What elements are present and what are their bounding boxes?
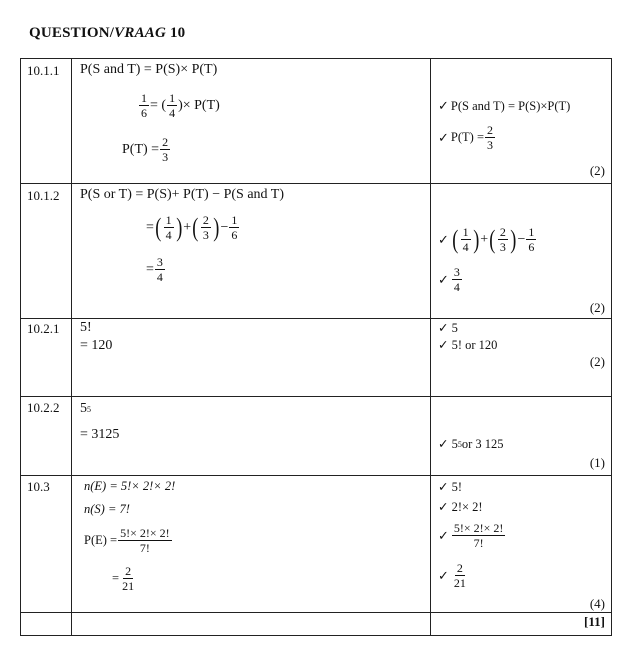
answer-line: n(S) = 7! bbox=[84, 502, 130, 516]
table-divider-number bbox=[71, 58, 72, 636]
marking-line bbox=[438, 522, 506, 549]
total-marks: [11] bbox=[584, 614, 605, 629]
check-icon: ✓ bbox=[438, 231, 449, 247]
answer-line: P(T) = $\frac{2}{3}$ bbox=[122, 135, 169, 164]
marking-line: ✓ P(T) = $\frac{2}{3}$ bbox=[438, 123, 493, 152]
check-icon: ✓ bbox=[438, 98, 449, 113]
marks-value: (1) bbox=[589, 455, 605, 470]
answer-line: = 3125 bbox=[80, 427, 120, 442]
check-icon: ✓ bbox=[438, 527, 449, 543]
fraction: $\frac{2}{3}$ bbox=[487, 123, 493, 152]
fraction: $\frac{3}{4}$ bbox=[156, 255, 163, 284]
marking-line: ✓ 5! or 120 bbox=[438, 338, 498, 352]
table-divider-answer bbox=[430, 58, 431, 636]
marking-line: ✓ 5 5 or 3 125 bbox=[438, 436, 504, 451]
fraction: $\frac{1}{4}$ bbox=[462, 225, 469, 254]
answer-line: $\frac{1}{6}$ = ( $\frac{1}{4}$ )× P(T) bbox=[141, 91, 220, 120]
marks-value: (4) bbox=[589, 596, 605, 611]
row-line bbox=[20, 58, 611, 59]
check-icon: ✓ bbox=[438, 271, 449, 287]
answer-line: = $\frac{2}{21}$ bbox=[112, 564, 135, 593]
check-icon: ✓ bbox=[438, 567, 449, 583]
fraction: $\frac{5!\times 2!\times 2!}{7!}$ bbox=[120, 526, 170, 555]
marks-value: (2) bbox=[589, 163, 605, 178]
question-number: 10.1.1 bbox=[27, 63, 60, 78]
fraction: $\frac{5!\times 2!\times 2!}{7!}$ bbox=[453, 521, 504, 550]
check-icon: ✓ bbox=[438, 129, 449, 145]
row-line bbox=[20, 612, 611, 613]
answer-line: = 120 bbox=[80, 338, 113, 353]
row-line bbox=[20, 183, 611, 184]
fraction: $\frac{1}{6}$ bbox=[231, 213, 238, 242]
answer-line: P(S and T) = P(S)× P(T) bbox=[80, 62, 218, 77]
fraction: $\frac{1}{6}$ bbox=[141, 91, 147, 120]
marks-value: (2) bbox=[589, 300, 605, 315]
fraction: $\frac{1}{4}$ bbox=[165, 213, 172, 242]
question-number: 10.2.2 bbox=[27, 400, 60, 415]
question-number: 10.1.2 bbox=[27, 188, 60, 203]
fraction: $\frac{2}{3}$ bbox=[499, 225, 506, 254]
marking-line: ✓ ( $\frac{1}{4}$ ) + ( $\frac{2}{3}$ ) − $\frac{1}{6}$ bbox=[438, 224, 535, 254]
answer-line: P(S or T) = P(S)+ P(T) − P(S and T) bbox=[80, 187, 285, 202]
question-heading: QUESTION/VRAAG 10 bbox=[29, 25, 186, 41]
answer-line: P(E) = $\frac{5!\times 2!\times 2!}{7!}$ bbox=[84, 526, 170, 555]
fraction: $\frac{1}{6}$ bbox=[528, 225, 535, 254]
marking-line bbox=[438, 266, 463, 293]
marking-line: ✓ P(S and T) = P(S)×P(T) bbox=[438, 98, 571, 113]
question-number: 10.3 bbox=[27, 479, 50, 494]
fraction: $\frac{2}{21}$ bbox=[453, 561, 466, 590]
marking-line bbox=[438, 562, 469, 589]
answer-line: = $\frac{3}{4}$ bbox=[146, 255, 163, 284]
marking-line: ✓ 5! bbox=[438, 480, 463, 494]
row-line bbox=[20, 635, 611, 636]
row-line bbox=[20, 396, 611, 397]
fraction: $\frac{2}{3}$ bbox=[162, 135, 169, 164]
answer-line: 5! bbox=[80, 320, 92, 335]
answer-line: = ( $\frac{1}{4}$ ) + ( $\frac{2}{3}$ ) − $\frac{1}{6}$ bbox=[146, 212, 238, 242]
fraction: $\frac{2}{3}$ bbox=[202, 213, 209, 242]
fraction: $\frac{2}{21}$ bbox=[122, 564, 135, 593]
table-border-right bbox=[611, 58, 612, 636]
question-number: 10.2.1 bbox=[27, 321, 60, 336]
row-line bbox=[20, 318, 611, 319]
fraction: $\frac{1}{4}$ bbox=[169, 91, 176, 120]
table-border-left bbox=[20, 58, 21, 636]
marks-value: (2) bbox=[589, 354, 605, 369]
answer-line: n(E) = 5!× 2!× 2! bbox=[84, 479, 176, 493]
row-line bbox=[20, 475, 611, 476]
fraction: $\frac{3}{4}$ bbox=[453, 265, 460, 294]
marking-line: ✓ 5 bbox=[438, 321, 458, 335]
answer-line: 5 5 bbox=[80, 401, 91, 416]
marking-line: ✓ 2!× 2! bbox=[438, 500, 483, 514]
